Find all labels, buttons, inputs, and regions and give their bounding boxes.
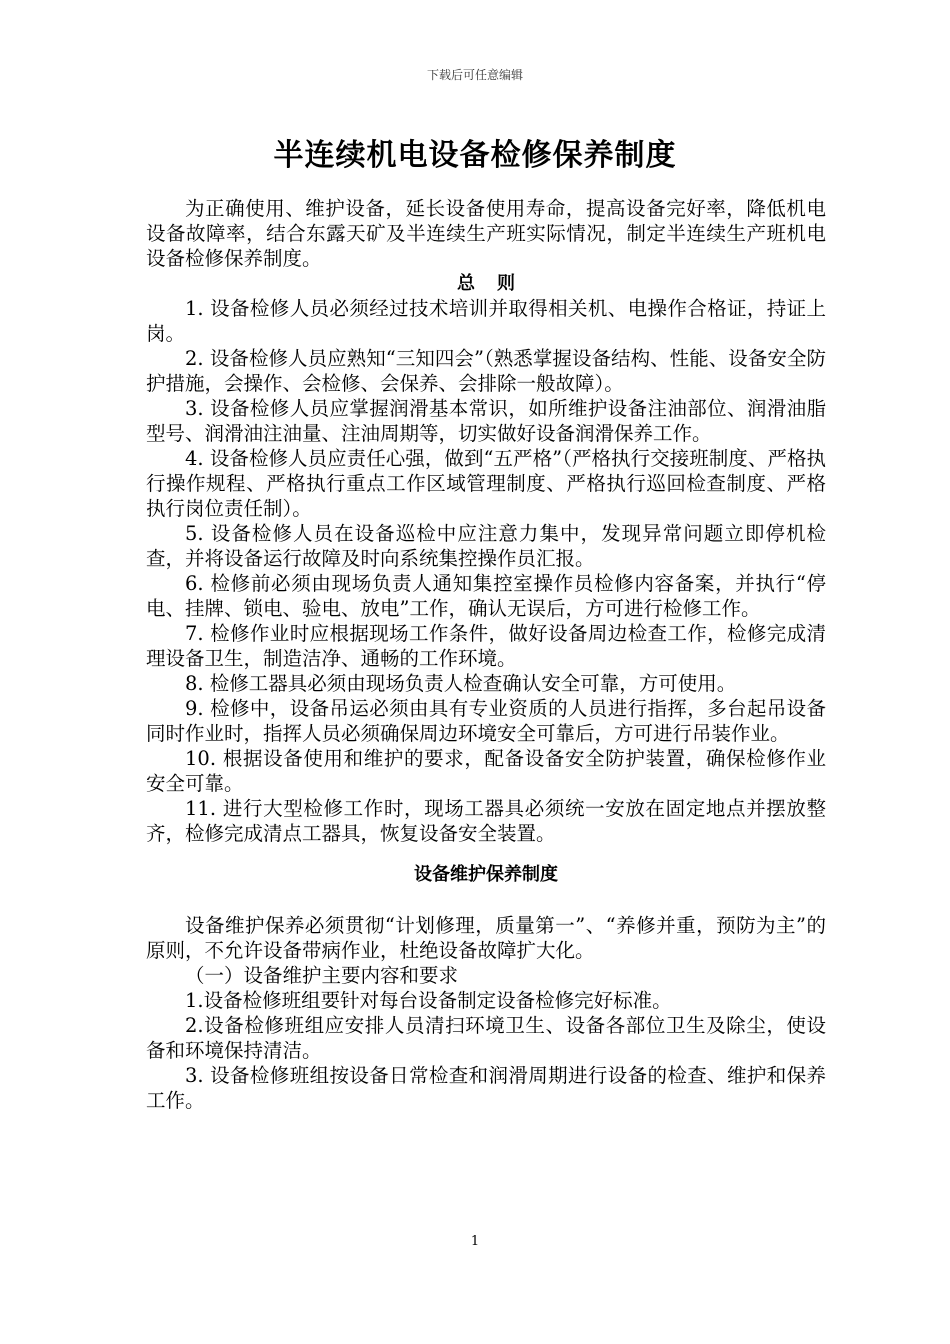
rule-item: 8. 检修工器具必须由现场负责人检查确认安全可靠，方可使用。 — [185, 672, 737, 695]
rule-item: 5. 设备检修人员在设备巡检中应注意力集中，发现异常问题立即停机检查，并将设备运行故障及时向系统集控操作员汇报。 — [146, 522, 826, 570]
intro-paragraph: 为正确使用、维护设备，延长设备使用寿命，提高设备完好率，降低机电设备故障率，结合东露天矿及半连续生产班实际情况，制定半连续生产班机电设备检修保养制度。 — [146, 197, 826, 270]
maintenance-item: 1.设备检修班组要针对每台设备制定设备检修完好标准。 — [185, 989, 672, 1012]
rule-item: 10. 根据设备使用和维护的要求，配备设备安全防护装置，确保检修作业安全可靠。 — [146, 747, 826, 795]
rule-item: 2. 设备检修人员应熟知“三知四会”（熟悉掌握设备结构、性能、设备安全防护措施，会操作、会检修、会保养、会排除一般故障）。 — [146, 347, 826, 395]
section-heading-maintenance: 设备维护保养制度 — [414, 864, 558, 885]
rule-item: 4. 设备检修人员应责任心强，做到“五严格”（严格执行交接班制度、严格执行操作规程、严格执行重点工作区域管理制度、严格执行巡回检查制度、严格执行岗位责任制）。 — [146, 447, 826, 520]
section-heading-general: 总则 — [457, 273, 537, 294]
document-title: 半连续机电设备检修保养制度 — [273, 138, 677, 173]
page-number: 1 — [470, 1234, 480, 1249]
rule-item: 11. 进行大型检修工作时，现场工器具必须统一安放在固定地点并摆放整齐，检修完成清点工器具，恢复设备安全装置。 — [146, 797, 826, 845]
maintenance-item: 3. 设备检修班组按设备日常检查和润滑周期进行设备的检查、维护和保养工作。 — [146, 1064, 826, 1112]
maintenance-intro: 设备维护保养必须贯彻“计划修理，质量第一”、“养修并重，预防为主”的原则，不允许设备带病作业，杜绝设备故障扩大化。 — [146, 914, 826, 962]
document-body — [146, 196, 826, 1113]
rule-item: 3. 设备检修人员应掌握润滑基本常识，如所维护设备注油部位、润滑油脂型号、润滑油注油量、注油周期等，切实做好设备润滑保养工作。 — [146, 397, 826, 445]
maintenance-item: 2.设备检修班组应安排人员清扫环境卫生、设备各部位卫生及除尘，使设备和环境保持清洁。 — [146, 1014, 826, 1062]
rule-item: 1. 设备检修人员必须经过技术培训并取得相关机、电操作合格证，持证上岗。 — [146, 297, 826, 345]
rule-item: 9. 检修中，设备吊运必须由具有专业资质的人员进行指挥，多台起吊设备同时作业时，指挥人员必须确保周边环境安全可靠后，方可进行吊装作业。 — [146, 697, 826, 745]
page-header: 下载后可任意编辑 — [426, 68, 523, 82]
rule-item: 6. 检修前必须由现场负责人通知集控室操作员检修内容备案，并执行“停电、挂牌、锁电、验电、放电”工作，确认无误后，方可进行检修工作。 — [146, 572, 826, 620]
rule-item: 7. 检修作业时应根据现场工作条件，做好设备周边检查工作，检修完成清理设备卫生，制造洁净、通畅的工作环境。 — [146, 622, 826, 670]
sub-heading: （一）设备维护主要内容和要求 — [185, 964, 459, 987]
